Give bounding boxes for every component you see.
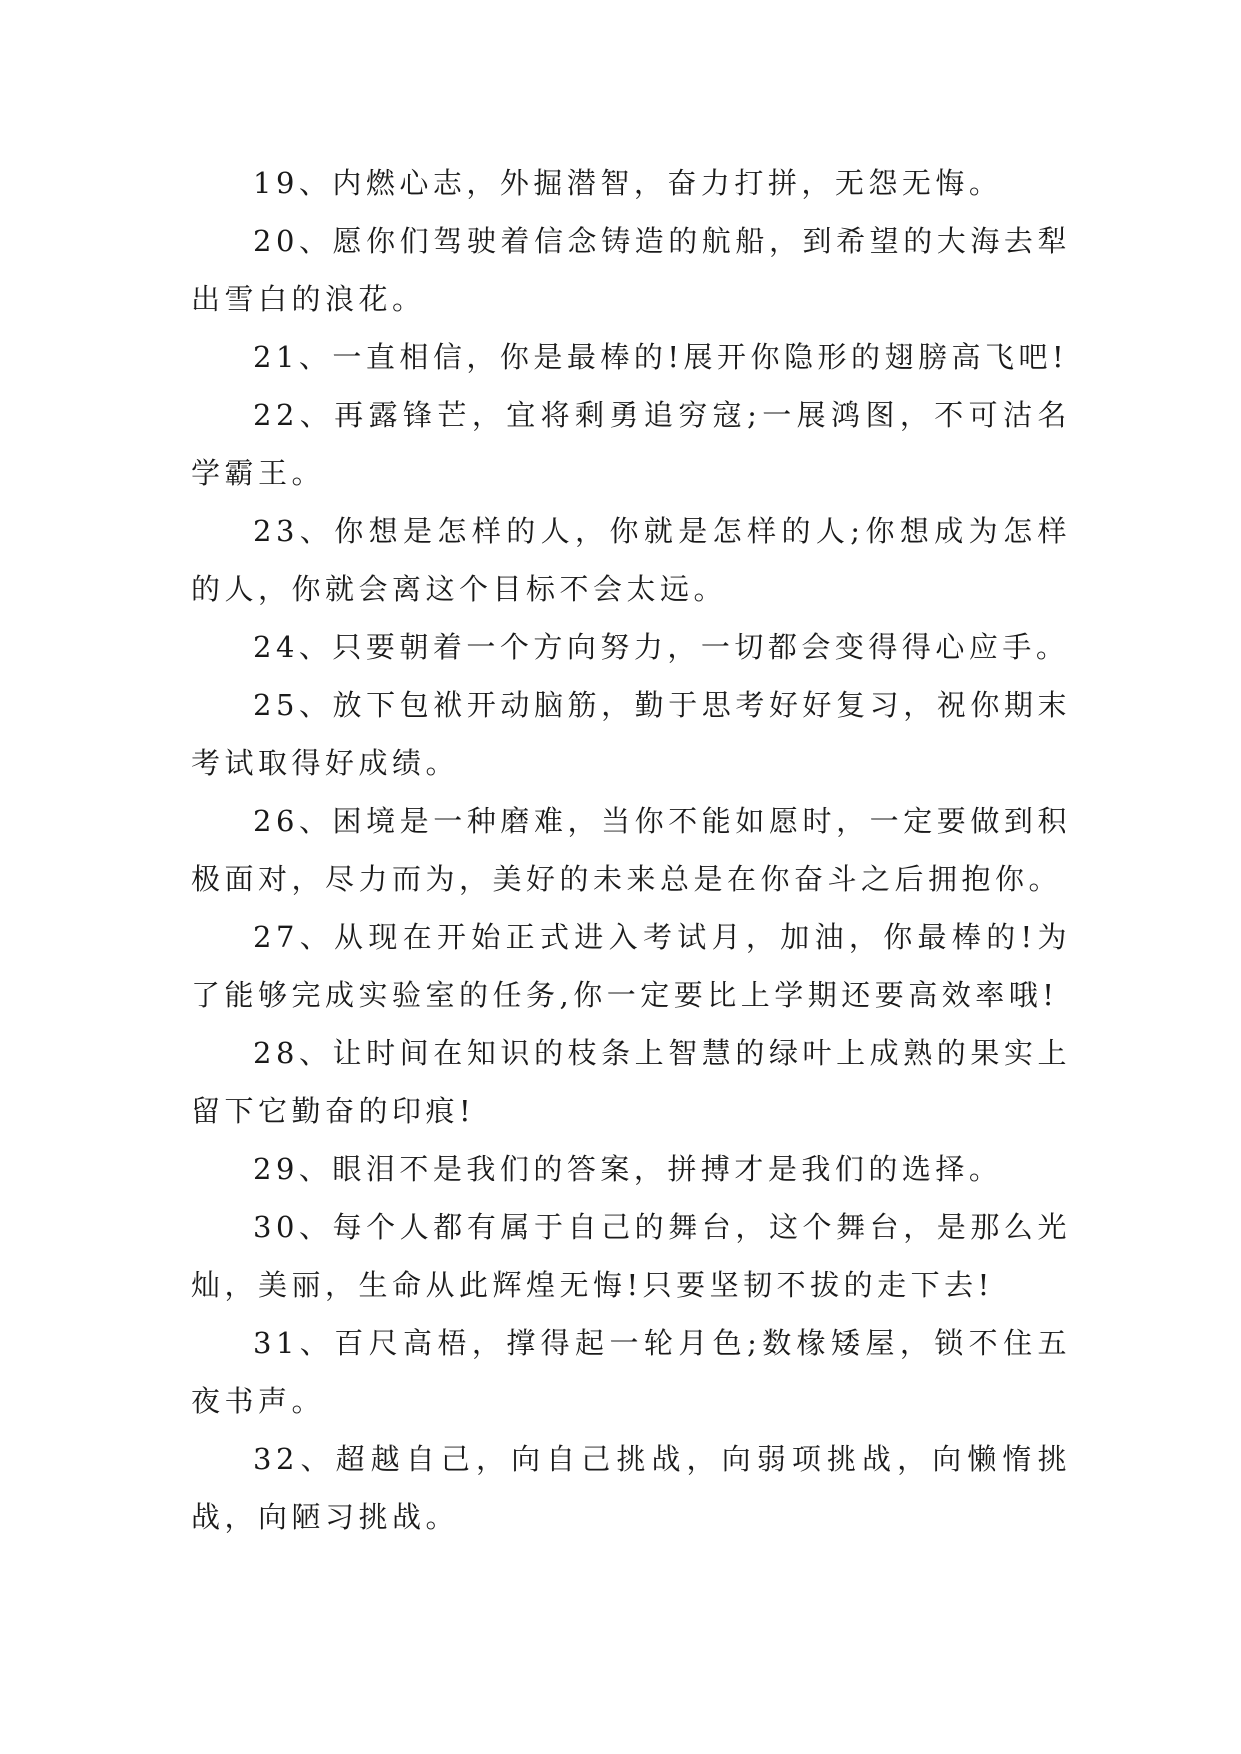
- document-body: [191, 154, 1071, 1546]
- list-item-29: 29、眼泪不是我们的答案，拼搏才是我们的选择。: [253, 1152, 1003, 1186]
- list-item-28: 28、让时间在知识的枝条上智慧的绿叶上成熟的果实上留下它勤奋的印痕!: [191, 1036, 1071, 1128]
- list-item-26: 26、困境是一种磨难，当你不能如愿时，一定要做到积极面对，尽力而为，美好的未来总是在你奋斗之后拥抱你。: [191, 804, 1071, 896]
- list-item-30: 30、每个人都有属于自己的舞台，这个舞台，是那么光灿，美丽，生命从此辉煌无悔!只要坚韧不拔的走下去!: [191, 1210, 1071, 1302]
- list-item-19: 19、内燃心志，外掘潜智，奋力打拼，无怨无悔。: [253, 166, 1003, 200]
- list-item-27: 27、从现在开始正式进入考试月，加油，你最棒的!为了能够完成实验室的任务,你一定要比上学期还要高效率哦!: [191, 920, 1071, 1012]
- list-item-25: 25、放下包袱开动脑筋，勤于思考好好复习，祝你期末考试取得好成绩。: [191, 688, 1071, 780]
- list-item-21: 21、一直相信，你是最棒的!展开你隐形的翅膀高飞吧!: [253, 340, 1069, 374]
- list-item-23: 23、你想是怎样的人，你就是怎样的人;你想成为怎样的人，你就会离这个目标不会太远。: [191, 514, 1071, 606]
- list-item-31: 31、百尺高梧，撑得起一轮月色;数椽矮屋，锁不住五夜书声。: [191, 1326, 1071, 1418]
- list-item-32: 32、超越自己，向自己挑战，向弱项挑战，向懒惰挑战，向陋习挑战。: [191, 1442, 1071, 1534]
- list-item-20: 20、愿你们驾驶着信念铸造的航船，到希望的大海去犁出雪白的浪花。: [191, 224, 1071, 316]
- list-item-22: 22、再露锋芒，宜将剩勇追穷寇;一展鸿图，不可沽名学霸王。: [191, 398, 1071, 490]
- list-item-24: 24、只要朝着一个方向努力，一切都会变得得心应手。: [253, 630, 1070, 664]
